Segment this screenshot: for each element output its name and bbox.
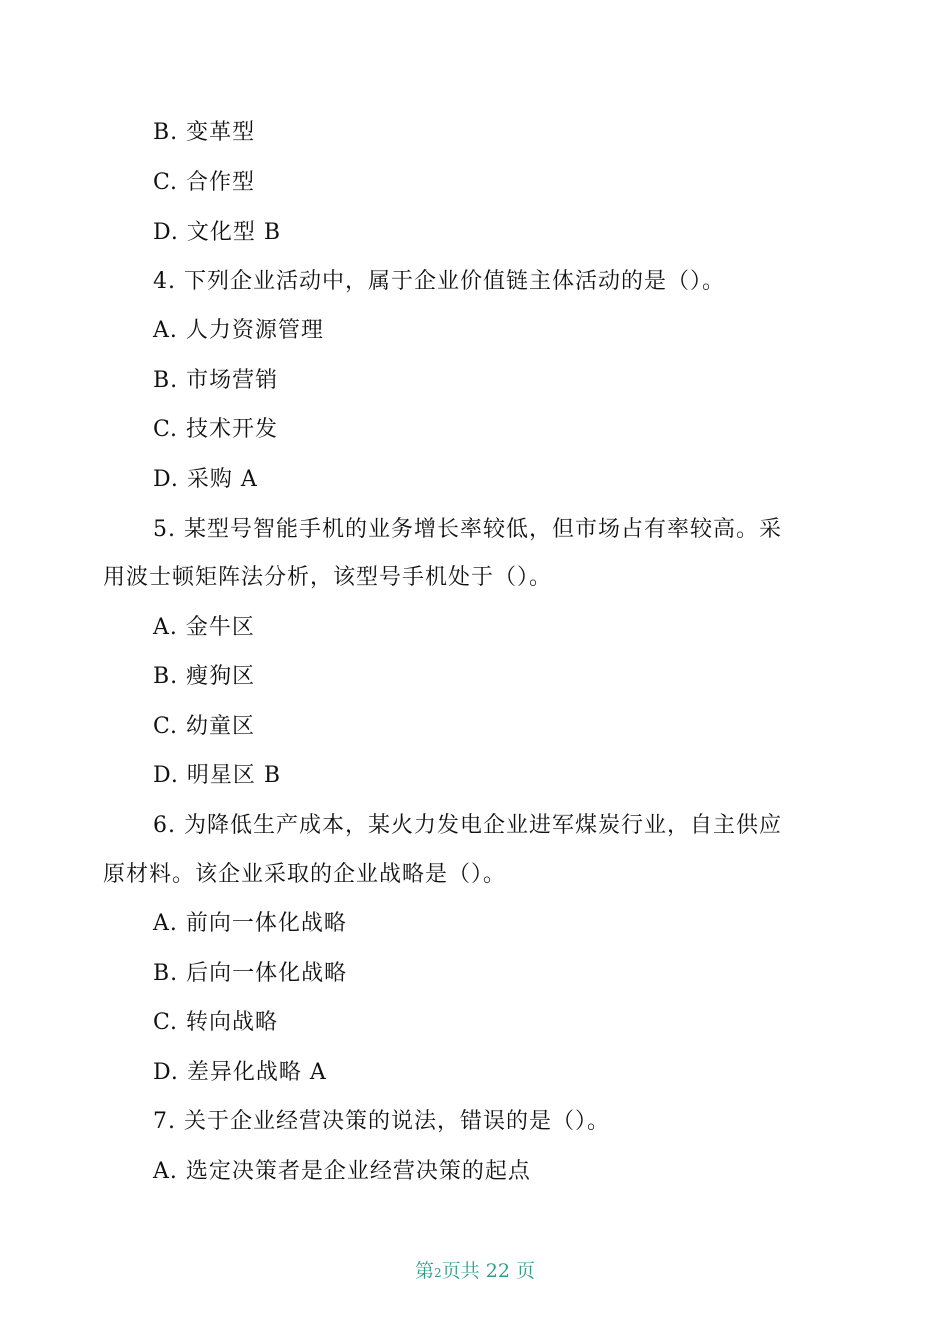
question-6-line-1: 6. 为降低生产成本，某火力发电企业进军煤炭行业，自主供应 — [153, 813, 782, 838]
question-6-line-2: 原材料。该企业采取的企业战略是（）。 — [103, 862, 507, 887]
footer-prefix: 第 — [415, 1260, 435, 1282]
option-d-q4: D. 采购 A — [153, 467, 258, 492]
option-a-q7: A. 选定决策者是企业经营决策的起点 — [153, 1159, 531, 1184]
option-b-q4: B. 市场营销 — [153, 368, 279, 393]
option-d-q3: D. 文化型 B — [153, 220, 282, 245]
option-d-q6: D. 差异化战略 A — [153, 1060, 327, 1085]
option-b-q3: B. 变革型 — [153, 120, 256, 145]
option-c-q5: C. 幼童区 — [153, 714, 256, 739]
option-a-q5: A. 金牛区 — [153, 615, 255, 640]
question-4: 4. 下列企业活动中，属于企业价值链主体活动的是（）。 — [153, 269, 725, 294]
option-c-q3: C. 合作型 — [153, 170, 256, 195]
question-5-line-2: 用波士顿矩阵法分析，该型号手机处于（）。 — [103, 565, 553, 590]
option-a-q6: A. 前向一体化战略 — [153, 911, 347, 936]
option-d-q5: D. 明星区 B — [153, 763, 282, 788]
page-footer — [0, 1258, 950, 1286]
question-7: 7. 关于企业经营决策的说法，错误的是（）。 — [153, 1109, 610, 1134]
option-c-q4: C. 技术开发 — [153, 417, 279, 442]
option-a-q4: A. 人力资源管理 — [153, 318, 324, 343]
footer-suffix: 页共 22 页 — [441, 1260, 535, 1282]
option-b-q5: B. 瘦狗区 — [153, 664, 256, 689]
option-b-q6: B. 后向一体化战略 — [153, 961, 348, 986]
question-5-line-1: 5. 某型号智能手机的业务增长率较低，但市场占有率较高。采 — [153, 517, 782, 542]
option-c-q6: C. 转向战略 — [153, 1010, 279, 1035]
footer-page-number: 2 — [434, 1266, 442, 1280]
